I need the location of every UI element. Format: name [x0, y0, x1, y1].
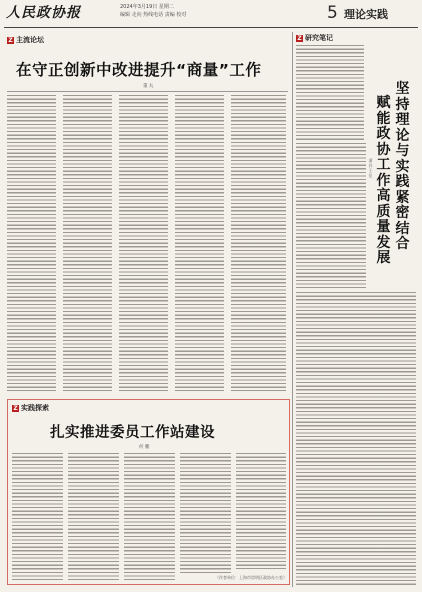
section-marker-icon: Z: [13, 404, 18, 412]
masthead-links: 编辑 走向 热线电话 责编 校对: [120, 12, 187, 18]
practice-byline: 何 鹏: [139, 445, 150, 450]
article-text-column: [119, 95, 168, 391]
date-line: 2024年3月19日 星期二: [120, 4, 174, 10]
practice-headline: 扎实推进委员工作站建设: [50, 425, 215, 441]
article-text-column: [236, 453, 286, 569]
page-number: 5: [327, 3, 338, 23]
article-text-column: [63, 95, 112, 391]
vertical-byline: 潘 祥 王 佳: [368, 158, 373, 178]
masthead-rule: [4, 27, 418, 28]
column-divider: [292, 32, 293, 587]
masthead: [0, 0, 422, 28]
article-text-column: [68, 453, 119, 580]
section-tag-label: 研究笔记: [305, 34, 333, 42]
main-byline: 董 丸: [143, 84, 154, 89]
section-tag-label: 实践探索: [21, 404, 49, 412]
article-text-column: [124, 453, 175, 580]
main-headline: 在守正创新中改进提升“商量”工作: [16, 61, 262, 79]
section-marker-icon: Z: [8, 36, 13, 44]
article-text-column: [231, 95, 286, 391]
article-text-column: [12, 453, 63, 580]
article-text-column: [296, 45, 364, 140]
newspaper-logo: 人民政协报: [6, 5, 81, 21]
article-text-column: [296, 143, 366, 288]
section-tag-main-forum: [7, 35, 44, 45]
article-text-column: [175, 95, 224, 391]
vertical-headline-line1: 坚持理论与实践紧密结合: [395, 81, 410, 252]
author-affiliation: （作者单位：上海市崇明区政协办公室）: [215, 575, 287, 580]
article-text-column: [296, 292, 416, 585]
section-tag-research-notes: [296, 33, 333, 43]
section-marker-icon: Z: [297, 34, 302, 42]
section-tag-label: 主流论坛: [16, 36, 44, 44]
headline-rule: [7, 91, 288, 92]
section-tag-practice: [12, 403, 49, 413]
article-text-column: [7, 95, 56, 391]
page-section: 理论实践: [344, 8, 388, 21]
vertical-headline-line2: 赋能政协工作高质量发展: [376, 95, 391, 266]
article-text-column: [180, 453, 231, 573]
